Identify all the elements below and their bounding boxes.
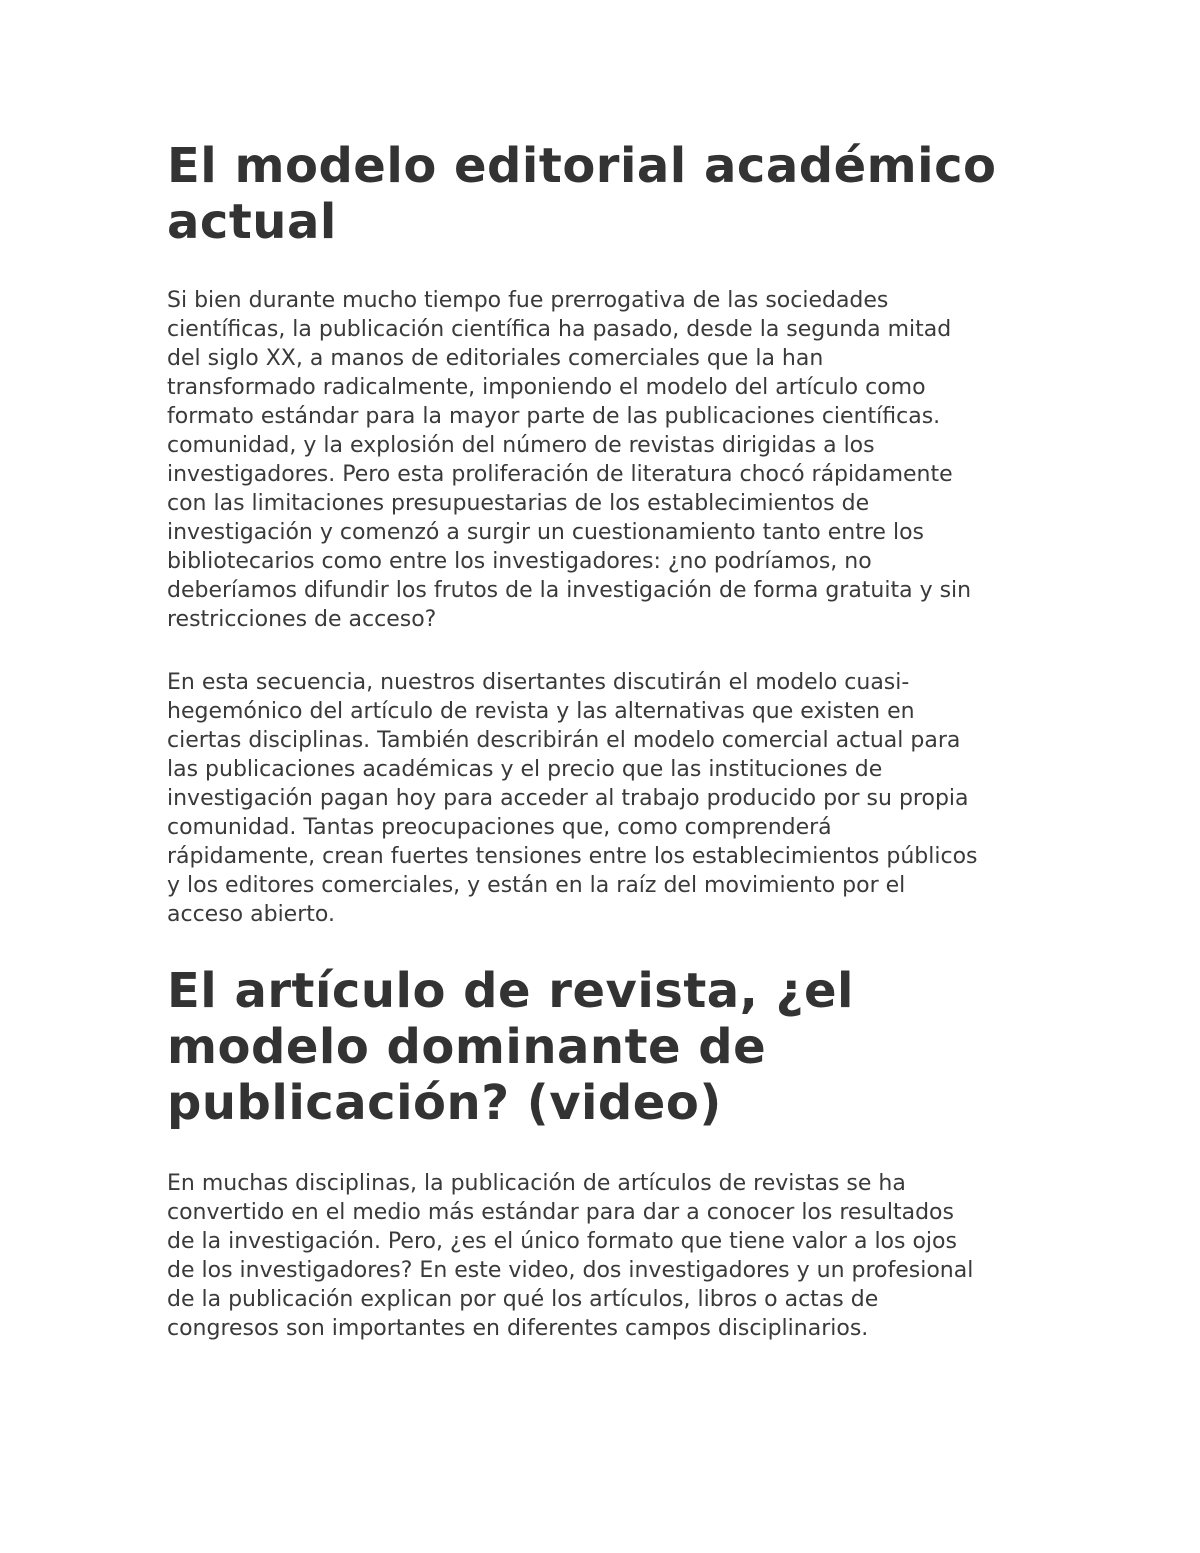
paragraph-line: del siglo XX, a manos de editoriales comerciales que la han (167, 346, 824, 371)
paragraph-line: convertido en el medio más estándar para dar a conocer los resultados (167, 1200, 954, 1225)
paragraph-line: de la investigación. Pero, ¿es el único formato que tiene valor a los ojos (167, 1229, 957, 1254)
paragraph-line: formato estándar para la mayor parte de las publicaciones científicas. (167, 404, 941, 429)
paragraph-line: En esta secuencia, nuestros disertantes discutirán el modelo cuasi- (167, 670, 910, 695)
paragraph-line: hegemónico del artículo de revista y las alternativas que existen en (167, 699, 915, 724)
paragraph-line: investigación pagan hoy para acceder al trabajo producido por su propia (167, 786, 969, 811)
paragraph-line: restricciones de acceso? (167, 607, 437, 632)
section-heading-modelo-editorial: El modelo editorial académico actual (167, 138, 997, 250)
paragraph-line: y los editores comerciales, y están en la raíz del movimiento por el (167, 873, 906, 898)
paragraph-line: transformado radicalmente, imponiendo el modelo del artículo como (167, 375, 926, 400)
paragraph-line: de la publicación explican por qué los artículos, libros o actas de (167, 1287, 879, 1312)
paragraph-prerrogativa (167, 286, 1047, 634)
paragraph-line: las publicaciones académicas y el precio que las instituciones de (167, 757, 883, 782)
document-page (167, 138, 1047, 1343)
paragraph-line: comunidad. Tantas preocupaciones que, como comprenderá (167, 815, 832, 840)
paragraph-line: ciertas disciplinas. También describirán el modelo comercial actual para (167, 728, 961, 753)
paragraph-line: bibliotecarios como entre los investigadores: ¿no podríamos, no (167, 549, 872, 574)
section-heading-articulo-revista: El artículo de revista, ¿el modelo dominante de publicación? (video) (167, 963, 854, 1131)
paragraph-line: En muchas disciplinas, la publicación de artículos de revistas se ha (167, 1171, 906, 1196)
paragraph-line: de los investigadores? En este video, dos investigadores y un profesional (167, 1258, 974, 1283)
paragraph-disciplinas (167, 1169, 1047, 1343)
paragraph-line: congresos son importantes en diferentes campos disciplinarios. (167, 1316, 869, 1341)
paragraph-line: rápidamente, crean fuertes tensiones entre los establecimientos públicos (167, 844, 978, 869)
paragraph-line: investigadores. Pero esta proliferación de literatura chocó rápidamente (167, 462, 953, 487)
paragraph-line: con las limitaciones presupuestarias de los establecimientos de (167, 491, 870, 516)
paragraph-line: deberíamos difundir los frutos de la investigación de forma gratuita y sin (167, 578, 972, 603)
paragraph-line: acceso abierto. (167, 902, 335, 927)
paragraph-line: comunidad, y la explosión del número de revistas dirigidas a los (167, 433, 875, 458)
paragraph-secuencia (167, 668, 1047, 929)
paragraph-line: Si bien durante mucho tiempo fue prerrogativa de las sociedades (167, 288, 889, 313)
paragraph-line: científicas, la publicación científica ha pasado, desde la segunda mitad (167, 317, 952, 342)
paragraph-line: investigación y comenzó a surgir un cuestionamiento tanto entre los (167, 520, 924, 545)
